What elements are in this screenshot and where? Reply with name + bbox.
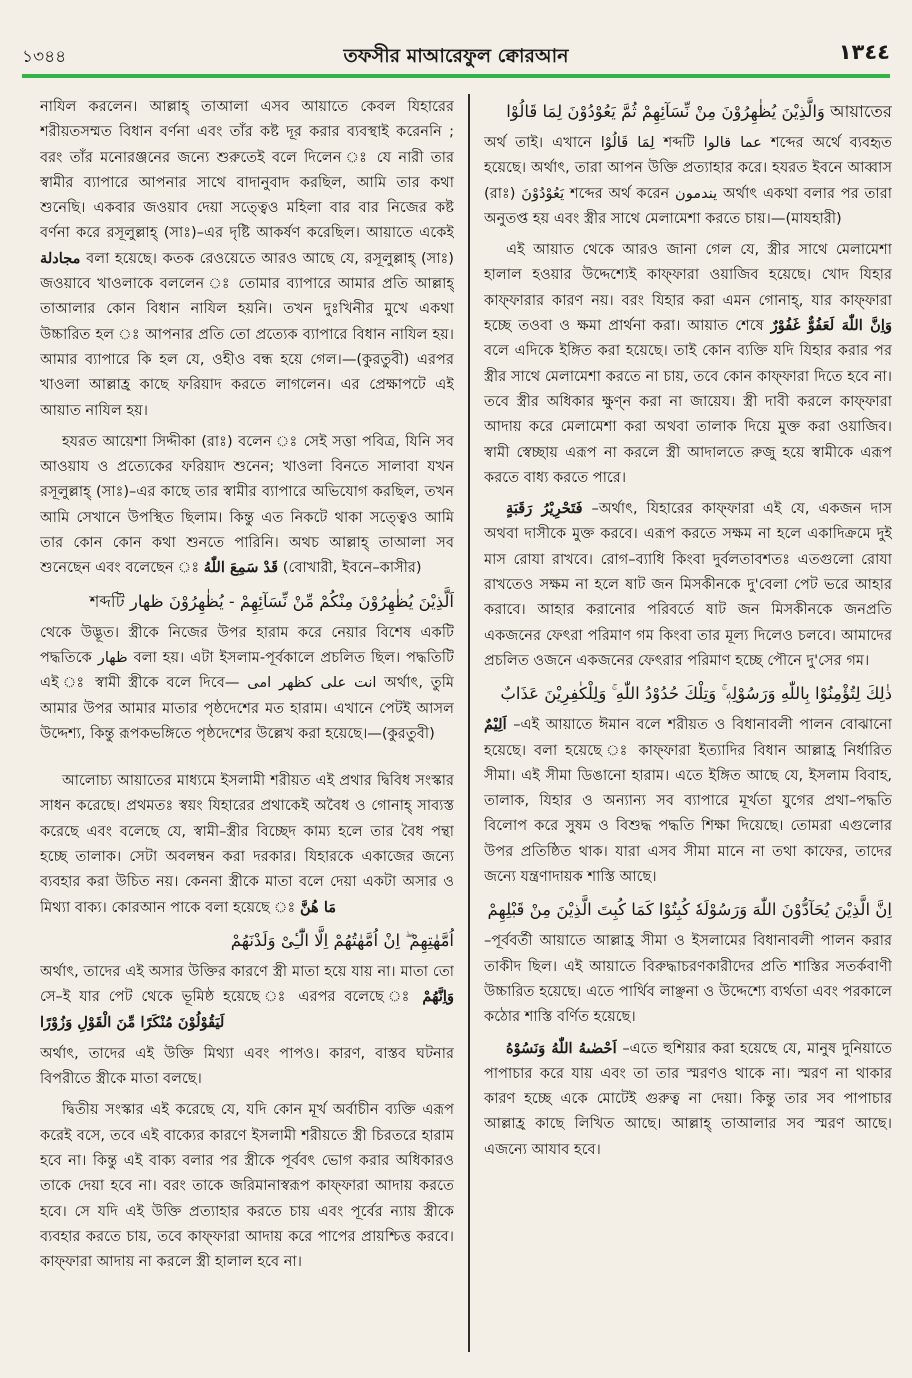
left-column [40,94,454,1352]
right-verse-1-text: وَالَّذِيْنَ يُظٰهِرُوْنَ مِنْ نِّسَآئِهِمْ ثُمَّ يَعُوْدُوْنَ لِمَا قَالُوْا [506,102,825,121]
left-verse-1-text: اَلَّذِيْنَ يُظٰهِرُوْنَ مِنْكُمْ مِّنْ نِّسَآئِهِمْ - يُظٰهِرُوْنَ ظهار শব্দটি [89,591,454,611]
right-p6-text: –এতে হুশিয়ার করা হয়েছে যে, মানুষ দুনিয়াতে পাপাচার করে যায় এবং তা তার স্মরণও থাকে না। স্মরণ না থাকার কারণ হচ্ছে একে মোটেই গুরুত্ব না দেয়া। কিন্তু তার সব পাপাচার আল্লাহ্র কাছে লিখিত আছে। আল্লাহ্ তাআলার সব স্মরণ আছে। এজন্যে আযাব হবে। [484,1039,892,1158]
left-paragraph-3: থেকে উদ্ভূত। স্ত্রীকে নিজের উপর হারাম করে নেয়ার বিশেষ একটি পদ্ধতিকে ظهار বলা হয়। এটা ইসলাম-পূর্বকালে প্রচলিত ছিল। পদ্ধতিটি এই ঃ স্বামী স্ত্রীকে বলে দিবে— انت على كظهر امى অর্থাৎ, তুমি আমার উপর আমার মাতার পৃষ্ঠদেশের মত হারাম। এখানে পেটই আসল উদ্দেশ্য, কিন্তু রূপকভঙ্গিতে পৃষ্ঠদেশের উল্লেখ করা হয়েছে।—(কুরতুবী) [40,623,454,742]
left-paragraph-7: দ্বিতীয় সংস্কার এই করেছে যে, যদি কোন মূর্খ অর্বাচীন ব্যক্তি এরূপ করেই বসে, তবে এই বাক্যের কারণে ইসলামী শরীয়তে স্ত্রী চিরতরে হারাম হবে না। কিন্তু এই বাক্য বলার পর স্ত্রীকে পূর্ববৎ ভোগ করার অধিকারও তাকে দেয়া হবে না। বরং তাকে জরিমানাস্বরূপ কাফ্ফারা আদায় করতে হবে। সে যদি এই উক্তি প্রত্যাহার করতে চায় এবং পূর্বের ন্যায় স্ত্রীকে ব্যবহার করতে চায়, তবে কাফ্ফারা আদায় করে পাপের প্রায়শ্চিত্ত করবে। কাফ্ফারা আদায় না করলে স্ত্রী হালাল হবে না। [40,1101,454,1271]
right-p2-text: এই আয়াত থেকে আরও জানা গেল যে, স্ত্রীর সাথে মেলামেশা হালাল হওয়ার উদ্দেশ্যেই কাফ্ফারা ওয়াজিব হয়েছে। খোদ যিহার কাফ্ফারার কারণ নয়। বরং যিহার করা এমন গোনাহ্, যার কাফ্ফারা হচ্ছে তওবা ও ক্ষমা প্রার্থনা করা। আয়াত শেষে [484,241,892,335]
left-paragraph-1 [40,94,454,423]
left-p1-arabic: مجادلة [40,249,81,267]
right-p3-text: –অর্থাৎ, যিহারের কাফ্ফারা এই যে, একজন দাস অথবা দাসীকে মুক্ত করবে। এরূপ করতে সক্ষম না হলে একাদিক্রমে দুই মাস রোযা রাখবে। রোগ–ব্যাধি কিংবা দুর্বলতাবশতঃ এতগুলো রোযা রাখতেও সক্ষম না হলে ষাট জন মিসকীনকে দু'বেলা পেট ভরে আহার করাবে। আহার করানোর পরিবর্তে ষাট জন মিসকীনকে জনপ্রতি একজনের ফেৎরা পরিমাণ গম কিংবা তার মূল্য দিলেও চলবে। আমাদের প্রচলিত ওজনে একজনের ফেৎরার পরিমাণ হচ্ছে পৌনে দু'সের গম। [484,500,892,669]
right-paragraph-1: অর্থ তাই। এখানে لِمَا قَالُوْا শব্দটি عما قالوا শব্দের অর্থে ব্যবহৃত হয়েছে। অর্থাৎ, তারা আপন উক্তি প্রত্যাহার করে। হযরত ইবনে আব্বাস (রাঃ) يَعُوْدُوْنَ শব্দের অর্থ করেন يندمون অর্থাৎ একথা বলার পর তারা অনুতপ্ত হয় এবং স্ত্রীর সাথে মেলামেশা করতে চায়।—(মাযহারী) [484,134,892,227]
right-paragraph-4 [484,712,892,889]
left-p1-text: নাযিল করলেন। আল্লাহ্ তাআলা এসব আয়াতে কেবল যিহারের শরীয়তসম্মত বিধান বর্ণনা এবং তাঁর কষ্ট দূর করার ব্যবস্থাই করেননি ; বরং তাঁর মনোরঞ্জনের জন্যে শুরুতেই বলে দিলেন ঃ যে নারী তার স্বামীর ব্যাপারে আপনার সাথে বাদানুবাদ করছিল, আমি তার কথা শুনেছি। একবার জওয়াব দেয়া সত্ত্বেও মহিলা বার বার নিজের কষ্ট বর্ণনা করে রসূলুল্লাহ্ (সাঃ)–এর দৃষ্টি আকর্ষণ করেছিল। আয়াতে একেই [40,98,454,242]
left-p4-arabic: مَا هُنَّ [299,898,337,916]
left-p1-rest: বলা হয়েছে। কতক রেওয়েতে আরও আছে যে, রসূলুল্লাহ্ (সাঃ) জওয়াবে খাওলাকে বললেন ঃ তোমার ব্যাপারে আমার প্রতি আল্লাহ্ তাআলার কোন বিধান নাযিল হয়নি। তখন দুঃখিনীর মুখে একথা উচ্চারিত হল ঃ আপনার প্রতি তো প্রত্যেক ব্যাপারে বিধান নাযিল হয়। আমার ব্যাপারে কি হল যে, ওহীও বন্ধ হয়ে গেল।—(কুরতুবী) এরপর খাওলা আল্লাহ্র কাছে ফরিয়াদ করতে লাগলেন। এর প্রেক্ষাপটে এই আয়াত নাযিল হয়। [40,249,454,419]
text-columns [40,94,892,1352]
left-paragraph-6: অর্থাৎ, তাদের এই উক্তি মিথ্যা এবং পাপও। কারণ, বাস্তব ঘটনার বিপরীতে স্ত্রীকে মাতা বলছে। [40,1044,454,1088]
left-paragraph-5 [40,959,454,1035]
page-number-bengali: ১৩৪৪ [22,47,67,67]
right-verse-3 [484,895,892,925]
left-verse-2-text: اُمَّهٰتِهِمْ ۖ اِنْ اُمَّهٰتُهُمْ اِلَّا الّٰٓـِٔیْ وَلَدْنَهُمْ [230,930,454,950]
right-column [484,94,892,1352]
column-divider [468,94,470,1352]
left-verse-1 [40,587,454,617]
left-paragraph-2 [40,429,454,581]
right-p6-arabic: اَحْصٰىهُ اللّٰهُ وَنَسُوْهُ [506,1039,617,1057]
right-paragraph-2 [484,237,892,490]
right-paragraph-3 [484,496,892,673]
page-header [22,30,890,78]
left-p2-rest: (বোখারী, ইবনে–কাসীর) [282,559,422,577]
right-verse-1-label: আয়াতের [830,102,892,121]
page-title: তফসীর মাআরেফুল ক্বোরআন [343,45,569,67]
left-p2-text: হযরত আয়েশা সিদ্দীকা (রাঃ) বলেন ঃ সেই সত্তা পবিত্র, যিনি সব আওয়ায ও প্রত্যেকের ফরিয়াদ শুনেন; খাওলা বিনতে সালাবা যখন রসূলুল্লাহ্ (সাঃ)–এর কাছে তার স্বামীর ব্যাপারে অভিযোগ করছিল, তখন আমি সেখানে উপস্থিত ছিলাম। কিন্তু এত নিকটে থাকা সত্ত্বেও আমি তার কোন কোন কথা শুনতে পারিনি। অথচ আল্লাহ্ তাআলা সব শুনেছেন এবং বলেছেন ঃ [40,432,454,577]
right-p3-arabic: فَتَحْرِيْرُ رَقَبَةٍ [506,500,583,518]
right-verse-3-text: اِنَّ الَّذِيْنَ يُحَآدُّوْنَ اللّٰهَ وَرَسُوْلَهٗ كُبِتُوْا كَمَا كُبِتَ الَّذِيْنَ مِنْ قَبْلِهِمْ [487,900,892,920]
left-p2-arabic: قَدْ سَمِعَ اللّٰهُ [203,559,279,577]
left-verse-2 [40,926,454,956]
right-verse-1 [484,97,892,127]
right-p4-text: –এই আয়াতে ঈমান বলে শরীয়ত ও বিধানাবলী পালন বোঝানো হয়েছে। বলা হয়েছে ঃ কাফ্ফারা ইত্যাদির বিধান আল্লাহ্র নির্ধারিত সীমা। এই সীমা ডিঙানো হারাম। এতে ইঙ্গিত আছে যে, ইসলাম বিবাহ, তালাক, যিহার ও অন্যান্য সব ব্যাপারে মূর্খতা যুগের প্রথা–পদ্ধতি বিলোপ করে সুষম ও বিশুদ্ধ পদ্ধতি শিক্ষা দিয়েছে। তোমরা এগুলোর উপর প্রতিষ্ঠিত থাক। যারা এসব সীমা মানে না তথা কাফের, তাদের জন্যে যন্ত্রণাদায়ক শাস্তি আছে। [484,716,892,886]
left-paragraph-4 [40,768,454,920]
page-number-arabic: ١٣٤٤ [838,40,890,64]
left-p4-text: আলোচ্য আয়াতের মাধ্যমে ইসলামী শরীয়ত এই প্রথার দ্বিবিধ সংস্কার সাধন করেছে। প্রথমতঃ স্বয়ং যিহারের প্রথাকেই অবৈধ ও গোনাহ্ সাব্যস্ত করেছে এবং বলেছে যে, স্বামী–স্ত্রীর বিচ্ছেদ কাম্য হলে তার বৈধ পন্থা হচ্ছে তালাক। সেটা অবলম্বন করা দরকার। যিহারকে একাজের জন্যে ব্যবহার করা উচিত নয়। কেননা স্ত্রীকে মাতা বলে দেয়া একটা অসার ও মিথ্যা বাক্য। কোরআন পাকে বলা হয়েছে ঃ [40,772,454,916]
left-p5-text: অর্থাৎ, তাদের এই অসার উক্তির কারণে স্ত্রী মাতা হয়ে যায় না। মাতা তো সে–ই যার পেট থেকে ভূমিষ্ঠ হয়েছে ঃ এরপর বলেছে ঃ [40,962,454,1006]
right-p2-arabic: وَاِنَّ اللّٰهَ لَعَفُوٌّ غَفُوْرٌ [770,317,892,335]
header-rule [22,74,890,78]
right-p2-rest: বলে এদিকে ইঙ্গিত করা হয়েছে। তাই কোন ব্যক্তি যদি যিহার করার পর স্ত্রীর সাথে মেলামেশা করতে না চায়, তবে কোন কাফ্ফারা দিতে হবে না। তবে স্ত্রীর অধিকার ক্ষুণ্ন করা না জায়েয। স্ত্রী দাবী করলে কাফ্ফারা আদায় করে মেলামেশা করা অথবা তালাক দিয়ে মুক্ত করা ওয়াজিব। স্বামী স্বেচ্ছায় এরূপ না করলে স্ত্রী আদালতে রুজু হয়ে স্বামীকে এরূপ করতে বাধ্য করতে পারে। [484,342,892,486]
right-verse-2-text: ذٰلِكَ لِتُؤْمِنُوْا بِاللّٰهِ وَرَسُوْلِهٖ ۚ وَتِلْكَ حُدُوْدُ اللّٰهِ ۚ وَلِلْكٰفِرِيْنَ عَذَابٌ [500,684,892,704]
right-verse-2 [484,679,892,709]
right-p4-arabic: اَلِيْمٌ [484,716,507,734]
right-paragraph-6 [484,1036,892,1162]
left-p5-arabic: وَاِنَّهُمْ لَيَقُوْلُوْنَ مُنْكَرًا مِّنَ الْقَوْلِ وَزُوْرًا [40,988,454,1031]
right-paragraph-5: –পূর্ববর্তী আয়াতে আল্লাহ্র সীমা ও ইসলামের বিধানাবলী পালন করার তাকীদ ছিল। এই আয়াতে বিরুদ্ধাচরণকারীদের প্রতি শাস্তির সতর্কবাণী উচ্চারিত হয়েছে। এতে পার্থিব লাঞ্ছনা ও উদ্দেশ্যে ব্যর্থতা এবং পরকালে কঠোর শাস্তি বর্ণিত হয়েছে। [484,932,892,1026]
